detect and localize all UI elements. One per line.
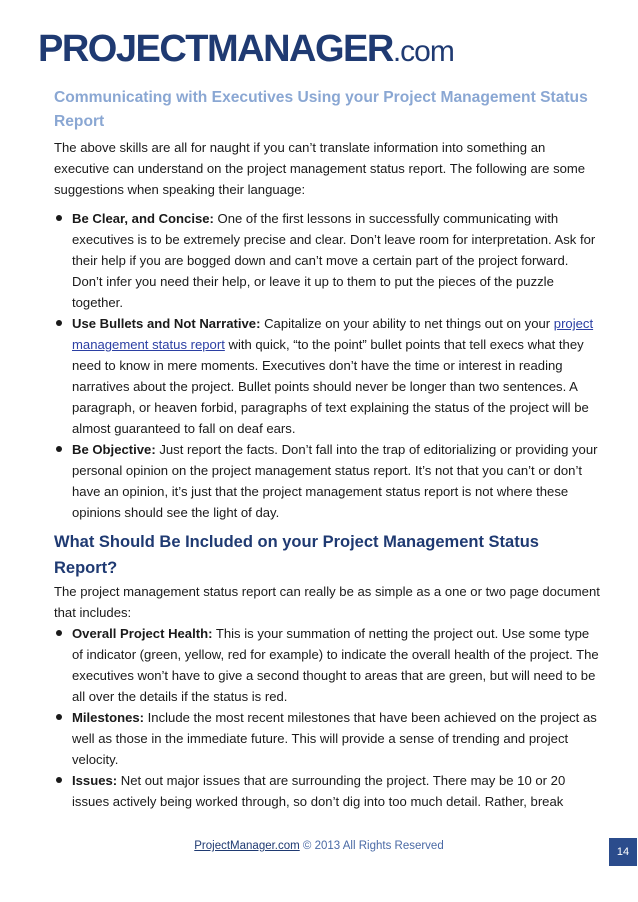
page-number-badge: 14	[609, 838, 637, 866]
bullet-icon	[56, 777, 62, 783]
bullet-icon	[56, 320, 62, 326]
footer-copyright: © 2013 All Rights Reserved	[299, 840, 444, 852]
faded-section-heading: Communicating with Executives Using your Project Management Status Report	[54, 89, 588, 130]
bullet-icon	[56, 215, 62, 221]
bullet-icon	[56, 630, 62, 636]
report-contents-list	[54, 623, 602, 812]
list-item-text: One of the first lessons in successfully communicating with executives is to be extremely precise and clear. Don’t leave room for interpretation. Ask for their help if you are bogged down and can’t move a certain part of the project forward. Don’t infer you need their help, or leave it up to them to put the pieces of the puzzle together.	[72, 211, 596, 310]
bullet-icon	[56, 446, 62, 452]
logo-part-manager: MANAGER	[206, 28, 393, 70]
status-report-link[interactable]: project management status report	[72, 316, 594, 352]
logo-part-com: .com	[392, 35, 454, 68]
site-logo	[38, 30, 454, 71]
section-intro-paragraph: The project management status report can really be as simple as a one or two page document that includes:	[54, 584, 600, 620]
list-item	[54, 770, 602, 812]
bullet-icon	[56, 714, 62, 720]
list-item-text-after: with quick, “to the point” bullet points that tell execs what they need to know in mere moments. Executives don’t have the time or interest in reading narratives about the project. Bullet points should never be longer than two sentences. A paragraph, or heaven forbid, paragraphs of text explaining the status of the project will be almost guaranteed to fall on deaf ears.	[72, 337, 589, 436]
list-item-text: Just report the facts. Don’t fall into the trap of editorializing or providing your personal opinion on the project management status report. It’s not that you can’t or don’t have an opinion, it’s just that the project management status report is not where these opinions should see the light of day.	[72, 442, 598, 520]
list-item-label: Be Clear, and Concise:	[72, 211, 214, 226]
footer-site-link[interactable]: ProjectManager.com	[194, 840, 300, 852]
logo-part-project: PROJECT	[38, 28, 207, 70]
list-item-text: Capitalize on your ability to net things out on your	[260, 316, 554, 331]
list-item-text: Include the most recent milestones that have been achieved on the project as well as those in the immediate future. This will provide a sense of trending and project velocity.	[72, 710, 597, 767]
list-item	[54, 623, 602, 707]
list-item	[54, 439, 602, 523]
list-item-label: Milestones:	[72, 710, 145, 725]
list-item-label: Overall Project Health:	[72, 626, 213, 641]
list-item-text: This is your summation of netting the project out. Use some type of indicator (green, yellow, red for example) to indicate the overall health of the project. The executives won’t have to give a second thought to areas that are green, but will need to be all over the details if the status is red.	[72, 626, 599, 704]
communication-tips-list	[54, 208, 602, 523]
page-footer	[0, 840, 638, 852]
document-body	[54, 137, 602, 812]
list-item-label: Be Objective:	[72, 442, 156, 457]
intro-paragraph: The above skills are all for naught if you can’t translate information into something an executive can understand on the project management status report. The following are some suggestions when speaking their language:	[54, 140, 586, 197]
section-heading: What Should Be Included on your Project Management Status Report?	[54, 533, 539, 577]
list-item	[54, 313, 602, 439]
list-item-label: Use Bullets and Not Narrative:	[72, 316, 261, 331]
list-item	[54, 707, 602, 770]
list-item	[54, 208, 602, 313]
list-item-text: Net out major issues that are surrounding the project. There may be 10 or 20 issues actively being worked through, so don’t dig into too much detail. Rather, break	[72, 773, 566, 809]
list-item-label: Issues:	[72, 773, 118, 788]
